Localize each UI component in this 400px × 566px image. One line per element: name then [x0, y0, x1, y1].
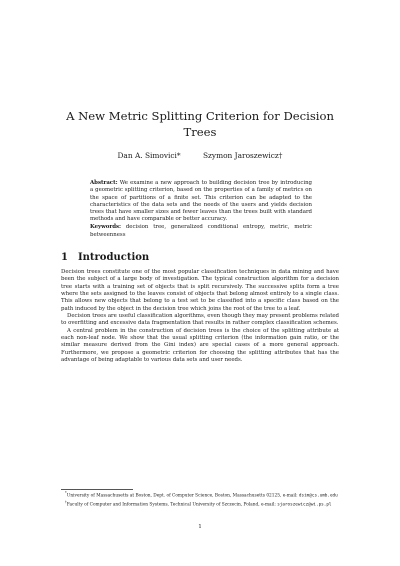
keywords-label: Keywords: [90, 224, 121, 231]
footnote [61, 500, 339, 508]
paragraph: A central problem in the construction of decision trees is the choice of the splitting attribute at each non-leaf node. We show that the usual splitting criterion (the information gain ratio, or the similar measure derived from the Gini index) are special cases of a more general approach. Furthermore, we propose a geometric criterion for choosing the splitting attributes that has the advantage of being adaptable to various data sets and user needs. [61, 327, 339, 364]
author-list [60, 151, 340, 161]
paper-title: A New Metric Splitting Criterion for Decision Trees [66, 109, 334, 139]
footnotes [61, 491, 339, 509]
paragraph: Decision trees constitute one of the most popular classification techniques in data mining and have been the subject of a large body of investigation. The typical construction algorithm for a decision tree starts with a training set of objects that is split recursively. The successive splits form a tree where the sets assigned to the leaves consist of objects that belong almost entirely to a single class. This allows new objects that belong to a test set to be classified into a specific class based on the path induced by the object in the decision tree which joins the root of the tree to a leaf. [61, 269, 339, 312]
keywords-text: decision tree, generalized conditional entropy, metric, metric betweenness [90, 224, 312, 238]
footnote-email: dsim@cs.umb.edu [298, 493, 338, 499]
footnote-email: sjaroszewicz@wi.ps.pl [277, 502, 332, 508]
abstract [90, 180, 312, 239]
footnote-text: Faculty of Computer and Information Systems, Technical University of Szczecin, Poland, e-mail: [66, 502, 278, 508]
section-heading [61, 252, 149, 264]
footnote [61, 491, 339, 499]
footnote-mark: * [65, 491, 67, 495]
footnote-text: University of Massachusetts at Boston, Dept. of Computer Science, Boston, Massachusetts 02125, e-mail: [66, 493, 299, 499]
author-name: Dan A. Simovici* [117, 151, 181, 160]
keywords [90, 224, 312, 239]
footnote-divider [61, 489, 133, 490]
author-name: Szymon Jaroszewicz† [202, 151, 283, 160]
section-number: 1 [61, 252, 68, 263]
paragraph: Decision trees are useful classification algorithms, even though they may present problems related to overfitting and excessive data fragmentation that results in rather complex classification schemes. [61, 313, 339, 327]
abstract-text: We examine a new approach to building decision tree by introducing a geometric splitting criterion, based on the properties of a family of metrics on the space of partitions of a finite set. This criterion can be adapted to the characteristics of the data sets and the needs of the users and yields decision trees that have smaller sizes and fewer leaves than the trees built with standard methods and have comparable or better accuracy. [90, 180, 312, 223]
page-number: 1 [198, 524, 202, 530]
footnote-mark: † [65, 499, 67, 504]
abstract-label: Abstract: [90, 180, 118, 186]
section-title: Introduction [77, 252, 150, 263]
section-body [61, 269, 339, 364]
